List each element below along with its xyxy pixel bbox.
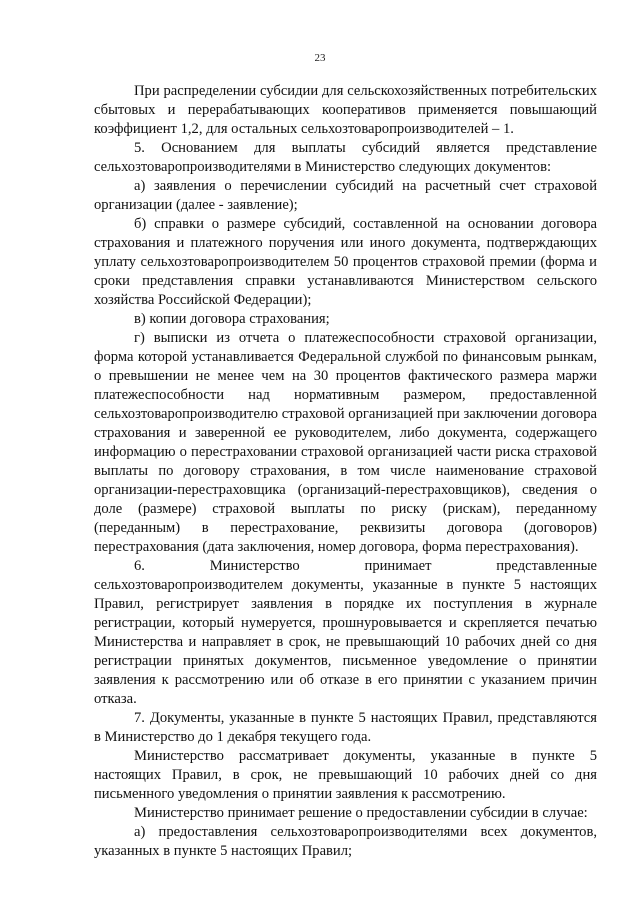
paragraph-item-5: 5. Основанием для выплаты субсидий является представление сельхозтоваропроизводителями в Министерство следующих документов: bbox=[94, 140, 597, 175]
paragraph-item-5g: г) выписки из отчета о платежеспособности страховой организации, форма которой устанавливается Федеральной службой по финансовым рынкам, о превышении не менее чем на 30 процентов фактического размера маржи платежеспособности над нормативным размером, предоставленной сельхозтоваропроизводителю страховой организацией при заключении договора страхования и заверенной ее руководителем, либо документа, содержащего информацию о перестраховании страховой организацией части риска страховой выплаты по договору страхования, в том числе наименование страховой организации-перестраховщика (организаций-перестраховщиков), сведения о доле (размере) страховой выплаты по риску (рискам), переданному (переданным) в перестрахование, реквизиты договора (договоров) перестрахования (дата заключения, номер договора, форма перестрахования). bbox=[94, 330, 597, 555]
paragraph-subsidy-coefficient: При распределении субсидии для сельскохозяйственных потребительских сбытовых и перерабатывающих кооперативов применяется повышающий коэффициент 1,2, для остальных сельхозтоваропроизводителей – 1. bbox=[94, 83, 597, 137]
paragraph-item-5v: в) копии договора страхования; bbox=[134, 311, 330, 327]
paragraph-decision-a: а) предоставления сельхозтоваропроизводителями всех документов, указанных в пункте 5 настоящих Правил; bbox=[94, 824, 597, 859]
page-number: 23 bbox=[314, 52, 326, 64]
paragraph-item-7: 7. Документы, указанные в пункте 5 настоящих Правил, представляются в Министерство до 1 декабря текущего года. bbox=[94, 710, 597, 745]
paragraph-item-6: 6. Министерство принимает представленные сельхозтоваропроизводителем документы, указанные в пункте 5 настоящих Правил, регистрирует заявления в порядке их поступления в журнале регистрации, который нумеруется, прошнуровывается и скрепляется печатью Министерства и направляет в срок, не превышающий 10 рабочих дней со дня регистрации принятых документов, письменное уведомление о принятии заявления к рассмотрению или об отказе в его принятии с указанием причин отказа. bbox=[94, 558, 597, 707]
paragraph-decision: Министерство принимает решение о предоставлении субсидии в случае: bbox=[134, 805, 588, 821]
body-text bbox=[94, 82, 597, 861]
paragraph-item-5b: б) справки о размере субсидий, составленной на основании договора страхования и платежного поручения или иного документа, подтверждающих уплату сельхозтоваропроизводителем 50 процентов страховой премии (форма и сроки представления справки устанавливаются Министерством сельского хозяйства Российской Федерации); bbox=[94, 216, 597, 308]
paragraph-item-5a: а) заявления о перечислении субсидий на расчетный счет страховой организации (далее - заявление); bbox=[94, 178, 597, 213]
paragraph-review: Министерство рассматривает документы, указанные в пункте 5 настоящих Правил, в срок, не превышающий 10 рабочих дней со дня письменного уведомления о принятии заявления к рассмотрению. bbox=[94, 748, 597, 802]
